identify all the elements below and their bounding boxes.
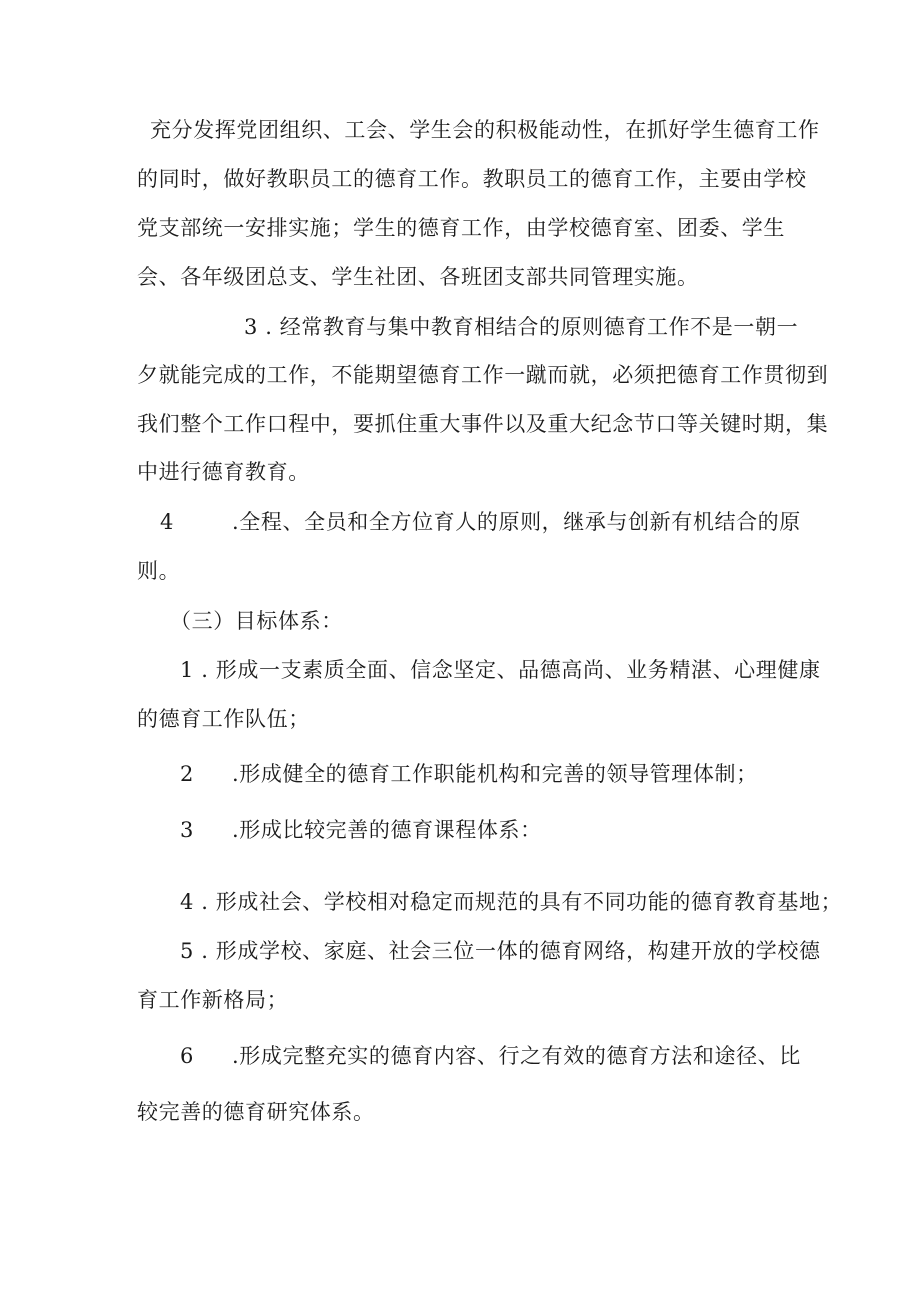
paragraph-2-line-4: 中进行德育教育。 [137,460,310,484]
paragraph-2-line-2: 夕就能完成的工作，不能期望德育工作一蹴而就，必须把德育工作贯彻到 [137,363,829,387]
goal-4-text: 4 . 形成社会、学校相对稳定而规范的具有不同功能的德育教育基地； [180,890,843,914]
goal-6-line-1: .形成完整充实的德育内容、行之有效的德育方法和途径、比 [232,1044,801,1068]
paragraph-3-number: 4 [160,510,174,534]
paragraph-1-line-2: 的同时，做好教职员工的德育工作。教职员工的德育工作，主要由学校 [137,167,807,191]
paragraph-1-line-1: 充分发挥党团组织、工会、学生会的积极能动性，在抓好学生德育工作 [150,118,820,142]
section-heading-3: （三）目标体系： [170,609,343,633]
paragraph-1-line-4: 会、各年级团总支、学生社团、各班团支部共同管理实施。 [137,265,699,289]
goal-3-number: 3 [180,818,194,842]
paragraph-2-line-1: 3 . 经常教育与集中教育相结合的原则德育工作不是一朝一 [244,315,799,339]
goal-5-line-2: 育工作新格局； [137,988,289,1012]
goal-2-number: 2 [180,762,194,786]
goal-5-line-1: 5 . 形成学校、家庭、社会三位一体的德育网络，构建开放的学校德 [180,939,821,963]
paragraph-2-line-3: 我们整个工作口程中，要抓住重大事件以及重大纪念节口等关键时期，集 [137,412,829,436]
goal-1-line-2: 的德育工作队伍； [137,707,310,731]
goal-3-text: .形成比较完善的德育课程体系： [232,818,542,842]
paragraph-3-line-1: .全程、全员和全方位育人的原则，继承与创新有机结合的原 [232,510,801,534]
goal-2-text: .形成健全的德育工作职能机构和完善的领导管理体制； [232,762,758,786]
paragraph-1-line-3: 党支部统一安排实施；学生的德育工作，由学校德育室、团委、学生 [137,216,785,240]
goal-6-line-2: 较完善的德育研究体系。 [137,1100,375,1124]
goal-6-number: 6 [180,1044,194,1068]
paragraph-3-line-2: 则。 [137,559,181,583]
goal-1-line-1: 1 . 形成一支素质全面、信念坚定、品德高尚、业务精湛、心理健康 [180,658,821,682]
